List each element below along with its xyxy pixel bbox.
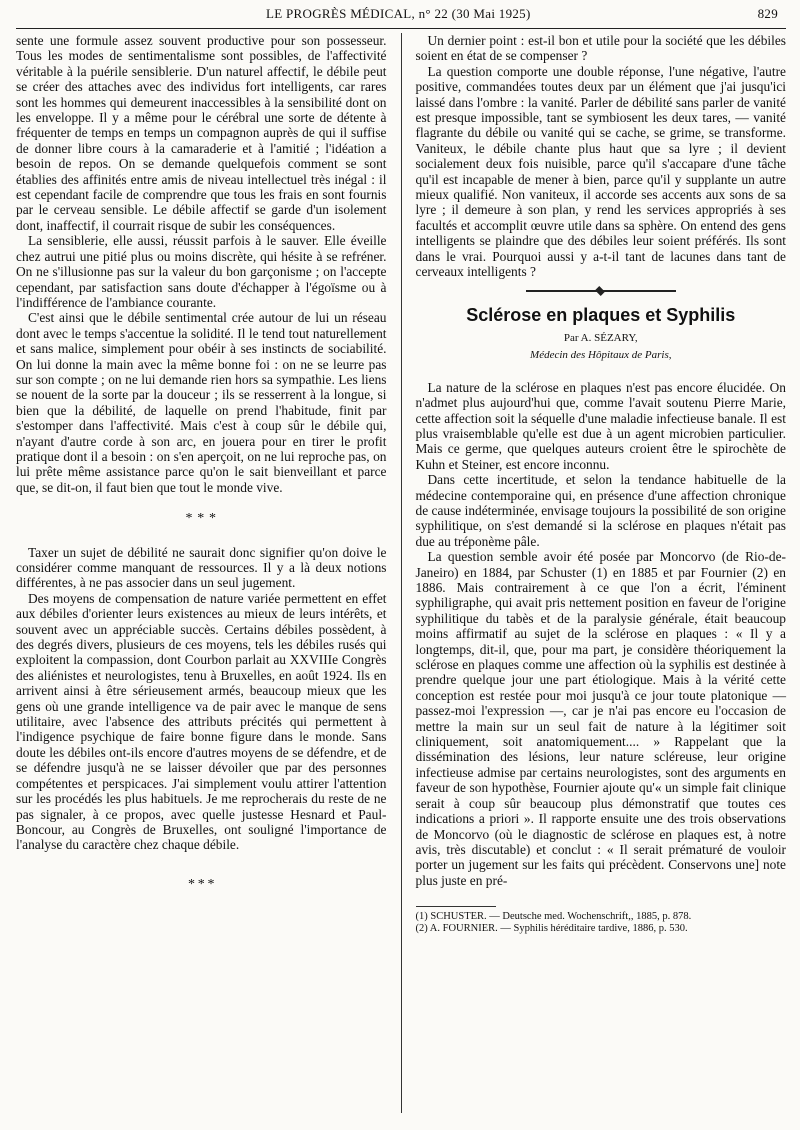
paragraph: La question semble avoir été posée par Moncorvo (de Rio-de-Janeiro) en 1884, par Schuster (1) en 1885 et par Fournier (2) en 1886. Mais contrairement à ce que l'on a écrit, l'éminent syphiligraphe, qui avait pris nettement position en faveur de l'origine syphilitique du tabès et de la paralysie générale, était beaucoup moins affirmatif au sujet de la sclérose en plaques : « Il y a longtemps, dit-il, que, pour ma part, je considère théoriquement la sclérose en plaques comme une affection où la syphilis est destinée à prendre quelque jour une part étiologique. Mais à la vérité cette conception est restée pour moi jusqu'à ce jour toute platonique — passez-moi l'expression —, car je n'ai pas encore eu l'occasion de mettre la main sur un seul fait de nature à la légitimer soit cliniquement, soit anatomiquement.... » Rappelant que la dissémination des lésions, leur nature scléreuse, leur origine infectieuse admise par certains neurologistes, sont des arguments en faveur de son hypothèse, Fournier ajoute qu'« un simple fait clinique serait à coup sûr beaucoup plus démonstratif que toutes ces indications a priori ». Il rapporte ensuite une des trois observations de Moncorvo (où le diagnostic de sclérose en plaques est, à notre avis, très discutable) et conclut : « Il serait prématuré de vouloir porter un jugement sur les faits qui précèdent. Conservons une] note plus juste en pré- (415, 549, 786, 888)
paragraph: La question comporte une double réponse, l'une négative, l'autre positive, commandées toutes deux par un élément que j'ai jusqu'ici laissé dans l'ombre : la vanité. Parler de débilité sans parler de vanité est presque impossible, tant se symbiosent les deux tares, — vanité flagrante du débile ou vanité qui se cache, se grime, se transforme. Vaniteux, le débile chante plus haut que sa lyre ; il devient socialement deux fois nuisible, parce qu'il s'accapare d'une tâche qu'il est incapable de mener à bien, parce qu'il y supplante un autre mieux qualifié. Non vaniteux, il accorde ses accents aux sons de sa lyre ; il demeure à son plan, y rend les services appropriés à ses facultés et accomplit œuvre utile dans sa sphère. On entend des gens intelligents se plaindre que des débiles leur soient préférés. Ils sont dans le vrai. Pourquoi aussi y a-t-il tant de lacunes dans tant de cerveaux intelligents ? (415, 63, 786, 280)
paragraph: La sensiblerie, elle aussi, réussit parfois à le sauver. Elle éveille chez autrui une pitié plus ou moins discrète, qui hésite à se refréner. On ne s'illusionne pas sur la valeur du bon garçonisme ; on l'accepte cependant, par satisfaction sans doute d'échapper à l'égoïsme ou à l'indifférence de l'ambiance courante. (16, 233, 387, 310)
article-affiliation: Médecin des Hôpitaux de Paris, (530, 349, 672, 362)
ornament-rule (416, 290, 787, 292)
paragraph: Dans cette incertitude, et selon la tendance habituelle de la médecine contemporaine qui, en présence d'une affection chronique de cause indéterminée, envisage toujours la possibilité de son origine syphilitique, on s'est demandé si la sclérose en plaques n'était pas due au tréponème pâle. (415, 472, 786, 549)
footnote: (2) A. FOURNIER. — Syphilis héréditaire tardive, 1886, p. 530. (415, 923, 688, 935)
paragraph: sente une formule assez souvent productive pour son possesseur. Tous les modes de sentimentalisme sont possibles, de l'affectivité véritable à la puérile sensiblerie. D'un naturel affectif, le débile peut se créer des attaches avec des individus fort intelligents, car rares sont les hommes qui demeurent inaccessibles à la sensibilité dont on les enveloppe. Il y a même pour le cérébral une sorte de détente à fréquenter de temps en temps un compagnon auprès de qui il suffise de donner libre cours à la camaraderie et à l'amitié ; l'idéation a besoin de repos. On se demande quelquefois comment se sont établies des affinités entre amis de niveau intellectuel très inégal : il est cependant facile de comprendre que tous les frais en sont fournis par le cerveau sensible. Le débile affectif se garde d'un isolement dont, inaffectif, il courrait risque de subir les conséquences. (16, 33, 387, 233)
column-divider (401, 33, 402, 1113)
paragraph: C'est ainsi que le débile sentimental crée autour de lui un réseau dont avec le temps s'accentue la solidité. Il le tend tout naturellement et sans malice, simplement pour obéir à ses instincts de sociabilité. On lui donne la main avec la même bonne foi : on ne se leurre pas sur son compte ; on ne lui demande rien hors sa sympathie. Les liens se nouent de la sorte par la douceur ; ils se resserrent à la longue, si bien que la débilité, de laquelle on prend l'habitude, finit par s'estomper dans l'affectivité. Mais c'est à coup sûr le débile qui, n'ayant d'autre corde à son arc, en jouera pour en tirer le profit pratique dont il a besoin : on s'en aperçoit, on ne lui reproche pas, on lui prête même assistance parce qu'on le sait bienveillant et parce que, se dit-on, il faut bien que tout le monde vive. (16, 310, 387, 495)
left-column (16, 33, 387, 1123)
two-column-body (16, 33, 786, 1123)
paragraph: Des moyens de compensation de nature variée permettent en effet aux débiles d'orienter leurs existences au mieux de leurs intérêts, et souvent avec un appréciable succès. Certains débiles possèdent, à des degrés divers, plusieurs de ces moyens, tels les débiles rusés qui exploitent la compassion, dont Courbon parlait au XXVIIIe Congrès des aliénistes et neurologistes, tenu à Bruxelles, en août 1924. Ils en arrivent ainsi à être sérieusement armés, beaucoup mieux que les gens où une grande intelligence va de pair avec le manque de sens utilitaire, avec l'absence des attributs précités qui permettent à l'indigence psychique de faire bonne figure dans le monde. Sans doute les débiles ont-ils encore d'autres moyens de se défendre, et de se défendre jusqu'à ne se laisser dévoiler que par des personnes compétentes et perspicaces. J'ai simplement voulu attirer l'attention sur les procédés les plus habituels. Je me reprocherais du reste de ne pas signaler, à ce propos, avec quelle justesse Hesnard et Paul-Boncour, au Congrès de Bruxelles, ont souligné l'importance de l'analyse du caractère chez chaque débile. (16, 590, 387, 853)
footnote: (1) SCHUSTER. — Deutsche med. Wochenschrift,, 1885, p. 878. (415, 911, 692, 923)
running-header (16, 6, 786, 28)
right-column (416, 33, 787, 1123)
article-byline: Par A. SÉZARY, (563, 331, 638, 344)
page-number: 829 (757, 6, 778, 21)
section-separator: * * * (185, 511, 218, 527)
paragraph: Un dernier point : est-il bon et utile pour la société que les débiles soient en état de se compenser ? (415, 33, 786, 64)
header-rule (16, 28, 786, 29)
paragraph: Taxer un sujet de débilité ne saurait donc signifier qu'on doive le considérer comme manquant de ressources. Il y a là deux notions différentes, à ne pas associer dans un seul jugement. (16, 544, 387, 591)
paragraph: La nature de la sclérose en plaques n'est pas encore élucidée. On n'admet plus aujourd'hui que, comme l'avait soutenu Pierre Marie, cette affection soit la séquelle d'une maladie infectieuse banale. Il est plus vraisemblable qu'elle est due à un agent microbien particulier. Mais ce germe, que quelques auteurs croient être le spirochète de Kuhn et Steiner, est encore inconnu. (415, 379, 786, 472)
article-title: Sclérose en plaques et Syphilis (466, 304, 736, 325)
running-title: LE PROGRÈS MÉDICAL, n° 22 (30 Mai 1925) (266, 6, 531, 21)
section-separator: * * * (187, 876, 215, 892)
footnote-rule (416, 906, 496, 907)
